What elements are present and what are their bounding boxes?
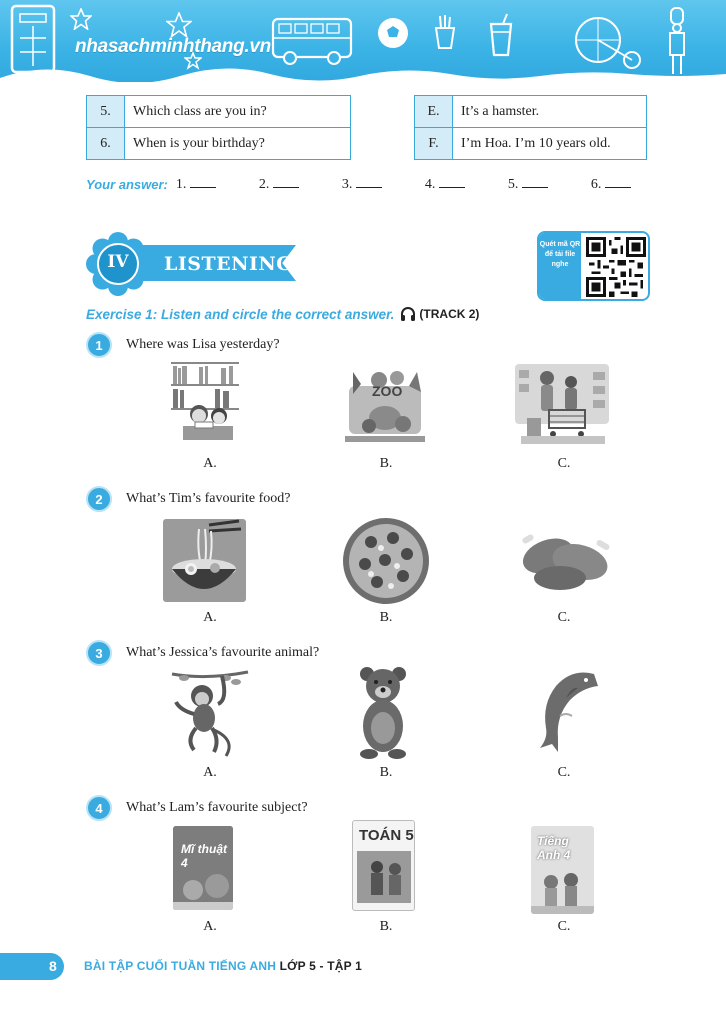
book-title: Tiếng Anh 4 [537,834,571,862]
book-title: TOÁN 5 [359,827,414,844]
option-c[interactable]: C. [557,919,571,934]
option-b[interactable]: B. [379,456,393,471]
monkey-image[interactable] [166,670,252,758]
answer-letter: E. [415,96,453,128]
section-header [86,232,298,296]
section-title: LISTENING [164,253,293,275]
art-book-image[interactable] [173,826,233,910]
exercise-heading [86,306,479,322]
answer-letter: F. [415,128,453,160]
qr-code-box[interactable] [537,231,650,301]
supermarket-image[interactable] [513,362,611,448]
option-c[interactable]: C. [557,456,571,471]
english-book-image[interactable] [531,826,594,914]
option-a[interactable]: A. [203,456,217,471]
guard-icon [662,6,692,78]
book-title: Mĩ thuật 4 [181,842,227,870]
question-text: When is your birthday? [125,128,351,160]
page-number: 8 [49,958,57,974]
track-label: (TRACK 2) [419,307,480,321]
star-icon [70,8,92,30]
qr-instruction: Quét mã QR để tải file nghe [539,233,581,299]
qr-code-icon [586,237,646,297]
brand-name[interactable]: nhasachminhthang.vn [75,36,271,57]
option-c[interactable]: C. [557,610,571,625]
question-number-badge: 3 [86,640,112,666]
headphones-icon [400,306,416,322]
question-text: What’s Jessica’s favourite animal? [126,645,320,660]
option-a[interactable]: A. [203,919,217,934]
bus-icon [270,16,354,66]
answer-slot[interactable]: 3. [342,176,425,193]
table-row [415,128,647,160]
answer-slot[interactable]: 5. [508,176,591,193]
question-text: Which class are you in? [125,96,351,128]
zoo-image[interactable] [339,366,431,446]
question-text: What’s Lam’s favourite subject? [126,800,308,815]
question-number: 5. [87,96,125,128]
option-c[interactable]: C. [557,765,571,780]
question-number-badge: 1 [86,332,112,358]
answer-label: Your answer: [86,177,168,192]
question-1 [86,332,280,358]
soccer-ball-icon [376,16,410,50]
answer-slot[interactable]: 2. [259,176,342,193]
section-number: IV [107,252,129,272]
answer-text: I’m Hoa. I’m 10 years old. [453,128,647,160]
star-icon [166,12,192,38]
table-row [415,96,647,128]
library-image[interactable] [169,358,241,442]
question-number: 6. [87,128,125,160]
answers-table [414,95,647,160]
page-footer [0,953,726,983]
chicken-image[interactable] [508,522,622,598]
fries-icon [432,14,458,50]
answer-slot[interactable]: 1. [176,176,259,193]
dolphin-image[interactable] [532,666,600,754]
noodles-image[interactable] [163,519,246,602]
answer-slot[interactable]: 4. [425,176,508,193]
question-2 [86,486,291,512]
svg-text:ZOO: ZOO [372,383,403,399]
question-4 [86,795,308,821]
question-number-badge: 2 [86,486,112,512]
option-b[interactable]: B. [379,919,393,934]
option-a[interactable]: A. [203,765,217,780]
option-b[interactable]: B. [379,610,393,625]
footer-title: BÀI TẬP CUỐI TUẦN TIẾNG ANH LỚP 5 - TẬP 1 [84,959,363,973]
pizza-image[interactable] [341,516,432,606]
drink-cup-icon [486,12,516,58]
option-a[interactable]: A. [203,610,217,625]
question-text: What’s Tim’s favourite food? [126,491,291,506]
table-row [87,96,351,128]
math-book-image[interactable] [352,820,415,911]
answer-line [86,176,674,193]
question-3 [86,640,319,666]
answer-text: It’s a hamster. [453,96,647,128]
phone-box-icon [6,0,60,76]
question-text: Where was Lisa yesterday? [126,337,280,352]
exercise-label: Exercise 1: Listen and circle the correct answer. [86,306,395,322]
question-number-badge: 4 [86,795,112,821]
bear-image[interactable] [353,664,413,760]
table-row [87,128,351,160]
header-banner [0,0,726,82]
questions-table [86,95,351,160]
bicycle-icon [572,12,642,70]
option-b[interactable]: B. [379,765,393,780]
answer-slot[interactable]: 6. [591,176,674,193]
